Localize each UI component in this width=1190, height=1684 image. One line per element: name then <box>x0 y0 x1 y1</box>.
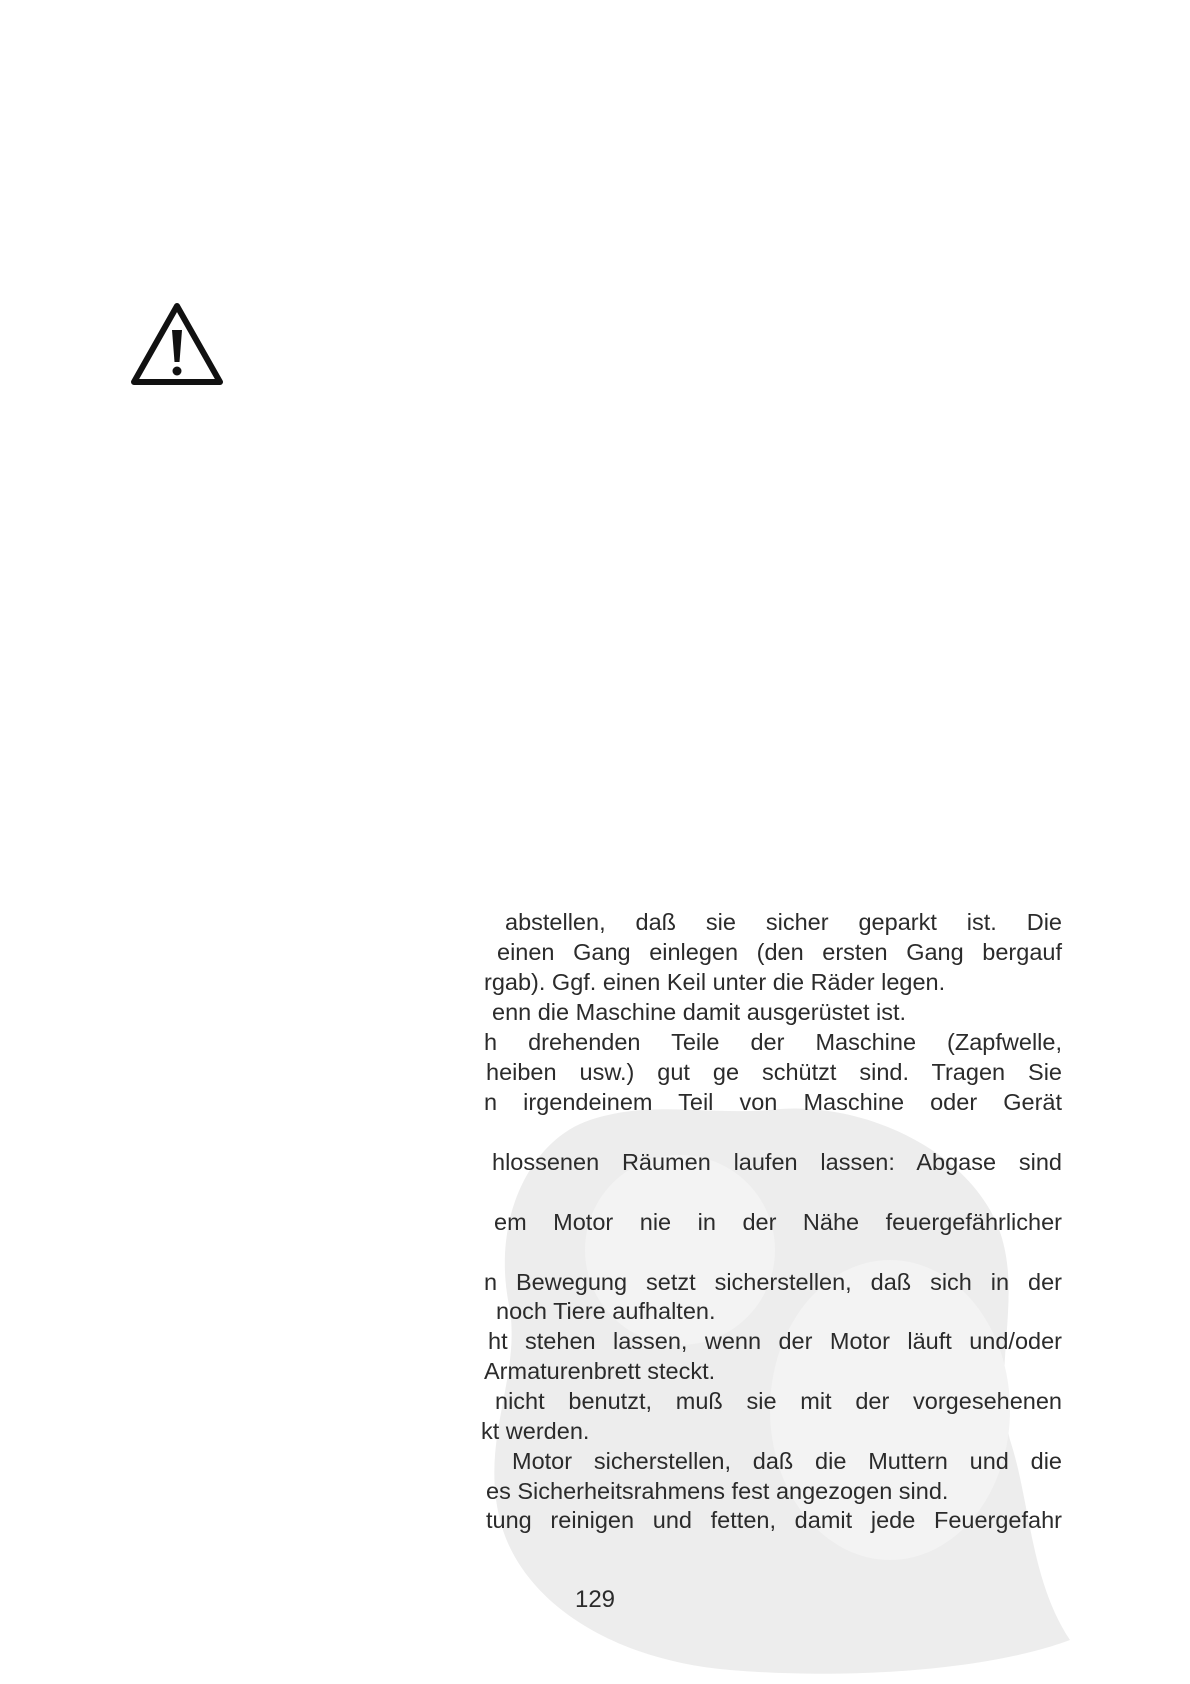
text-line-18: tung reinigen und fetten, damit jede Feuergefahr <box>486 1507 1062 1533</box>
text-line-4: enn die Maschine damit ausgerüstet ist. <box>492 999 907 1025</box>
text-line-8: hlossenen Räumen laufen lassen: Abgase sind <box>492 1149 1062 1175</box>
text-line-5: h drehenden Teile der Maschine (Zapfwelle, <box>484 1029 1062 1055</box>
text-line-14: nicht benutzt, muß sie mit der vorgesehenen <box>495 1388 1062 1414</box>
text-line-3: rgab). Ggf. einen Keil unter die Räder legen. <box>484 969 946 995</box>
text-line-2: einen Gang einlegen (den ersten Gang bergauf <box>497 939 1062 965</box>
page-number: 129 <box>574 1586 616 1613</box>
text-line-17: es Sicherheitsrahmens fest angezogen sind. <box>486 1478 949 1504</box>
text-line-12: ht stehen lassen, wenn der Motor läuft und/oder <box>488 1328 1062 1354</box>
text-line-11: noch Tiere aufhalten. <box>496 1298 716 1324</box>
text-line-16: Motor sicherstellen, daß die Muttern und die <box>512 1448 1062 1474</box>
text-line-6: heiben usw.) gut ge schützt sind. Tragen Sie <box>486 1059 1062 1085</box>
text-line-7: n irgendeinem Teil von Maschine oder Gerät <box>484 1089 1062 1115</box>
text-line-15: kt werden. <box>481 1418 590 1444</box>
text-line-9: em Motor nie in der Nähe feuergefährlicher <box>494 1209 1062 1235</box>
text-line-13: Armaturenbrett steckt. <box>484 1358 716 1384</box>
warning-triangle-icon <box>128 300 226 388</box>
text-line-10: n Bewegung setzt sicherstellen, daß sich in der <box>484 1269 1062 1295</box>
text-line-1: abstellen, daß sie sicher geparkt ist. Die <box>505 909 1062 935</box>
